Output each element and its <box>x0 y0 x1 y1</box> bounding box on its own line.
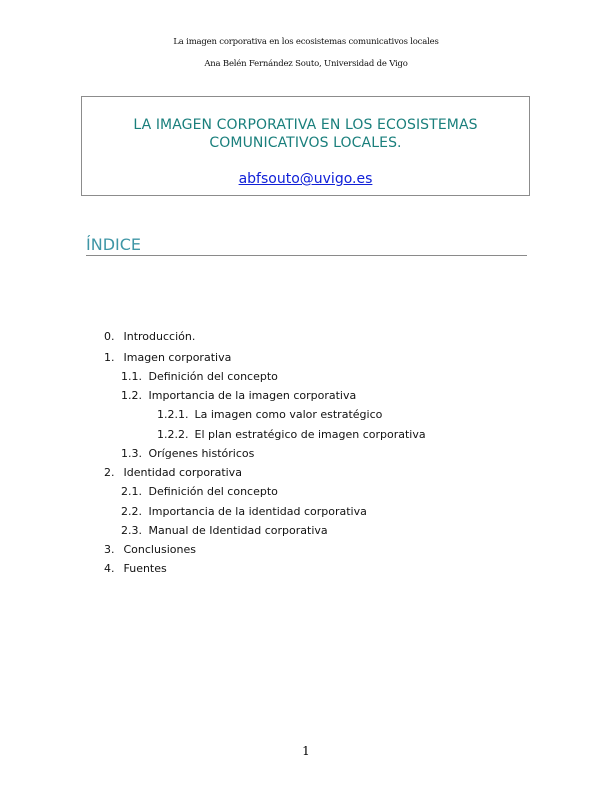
toc-item-label: Manual de Identidad corporativa <box>148 524 328 537</box>
toc-item-label: Introducción. <box>123 330 196 343</box>
toc-item <box>121 370 278 383</box>
author-email-link[interactable]: abfsouto@uvigo.es <box>238 171 373 187</box>
toc-item <box>121 485 278 498</box>
toc-item <box>121 524 328 537</box>
toc-item-label: Fuentes <box>123 562 167 575</box>
toc-item-number: 1.2. <box>121 389 142 402</box>
toc-item-number: 1.1. <box>121 370 142 383</box>
document-title-line-2: COMUNICATIVOS LOCALES. <box>209 135 402 151</box>
document-title-line-1: LA IMAGEN CORPORATIVA EN LOS ECOSISTEMAS <box>133 117 478 133</box>
toc-item-label: Orígenes históricos <box>148 447 255 460</box>
toc-item-number: 1. <box>104 351 115 364</box>
toc-item-label: La imagen como valor estratégico <box>194 408 383 421</box>
toc-item-number: 0. <box>104 330 115 343</box>
toc-item-number: 2.3. <box>121 524 142 537</box>
toc-item-number: 2. <box>104 466 115 479</box>
toc-item-number: 2.2. <box>121 505 142 518</box>
page-number: 1 <box>302 744 310 758</box>
toc-item-number: 4. <box>104 562 115 575</box>
toc-item <box>121 447 254 460</box>
toc-item-label: Definición del concepto <box>148 485 278 498</box>
toc-item <box>121 389 356 402</box>
toc-item <box>104 562 167 575</box>
toc-item-number: 3. <box>104 543 115 556</box>
running-header-title: La imagen corporativa en los ecosistemas comunicativos locales <box>173 37 439 47</box>
toc-item <box>104 543 196 556</box>
toc-item-label: Conclusiones <box>123 543 196 556</box>
toc-item-label: Identidad corporativa <box>123 466 242 479</box>
toc-item-number: 2.1. <box>121 485 142 498</box>
toc-item-label: El plan estratégico de imagen corporativa <box>194 428 426 441</box>
toc-item-number: 1.3. <box>121 447 142 460</box>
toc-item-number: 1.2.1. <box>157 408 189 421</box>
toc-item <box>121 505 367 518</box>
toc-item-label: Definición del concepto <box>148 370 278 383</box>
running-header-author: Ana Belén Fernández Souto, Universidad de Vigo <box>204 59 408 69</box>
toc-item <box>104 330 195 343</box>
toc-item-label: Importancia de la imagen corporativa <box>148 389 357 402</box>
toc-item <box>157 428 426 441</box>
title-box <box>81 96 530 196</box>
index-heading: ÍNDICE <box>86 235 527 256</box>
toc-item <box>157 408 382 421</box>
toc-item <box>104 466 242 479</box>
toc-item-label: Importancia de la identidad corporativa <box>148 505 367 518</box>
toc-item-number: 1.2.2. <box>157 428 189 441</box>
toc-item-label: Imagen corporativa <box>123 351 232 364</box>
toc-item <box>104 351 231 364</box>
